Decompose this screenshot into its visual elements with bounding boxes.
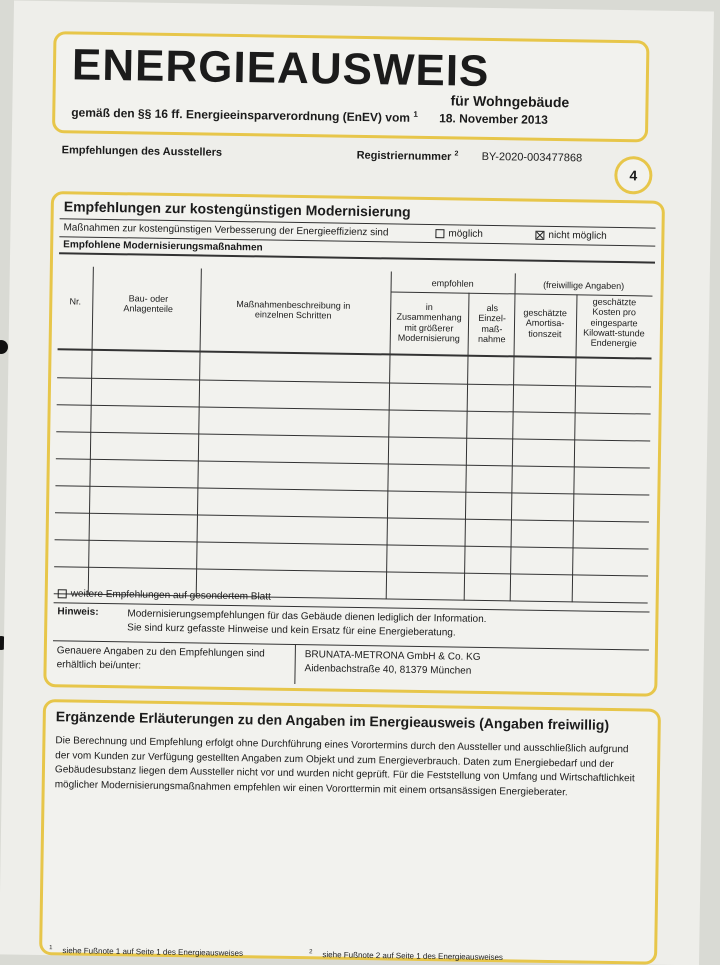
- note-text: [127, 607, 607, 643]
- not-possible-label: nicht möglich: [548, 229, 607, 242]
- col-combined: in Zusammenhang mit größerer Modernisierung: [396, 302, 462, 344]
- divider: [59, 252, 655, 263]
- table-title: Empfohlene Modernisierungsmaßnahmen: [63, 239, 263, 254]
- registration-number: BY-2020-003477868: [481, 150, 583, 165]
- page-number: 4: [614, 156, 653, 195]
- table-row-line: [55, 485, 649, 495]
- title-box: [52, 31, 650, 142]
- footnote-2: [309, 949, 503, 962]
- contact-info: [304, 648, 480, 679]
- table-row-line: [56, 431, 650, 441]
- document-title: ENERGIEAUSWEIS: [71, 40, 490, 96]
- not-possible-checkbox[interactable]: [535, 231, 544, 240]
- regulation-date: 18. November 2013: [439, 111, 548, 127]
- option-not-possible[interactable]: [535, 230, 607, 242]
- footnote-1: [49, 945, 243, 958]
- possible-checkbox[interactable]: [435, 229, 444, 238]
- registration-footnote: 2: [454, 150, 459, 158]
- table-row-line: [54, 566, 648, 576]
- group-optional: (freiwillige Angaben): [543, 279, 625, 292]
- footnote-1-marker: 1: [49, 945, 53, 952]
- col-description: Maßnahmenbeschreibung in einzelnen Schritten: [236, 299, 351, 321]
- registration-label-text: Registriernummer: [356, 149, 452, 164]
- note-line-2: Sie sind kurz gefasste Hinweise und kein Ersatz für eine Energieberatung.: [127, 622, 456, 639]
- recommendations-box: [43, 191, 665, 697]
- subtitle-footnote: 1: [413, 109, 418, 119]
- table-row-line: [55, 512, 649, 522]
- footnote-1-text: siehe Fußnote 1 auf Seite 1 des Energieausweises: [62, 946, 244, 958]
- footnote-2-marker: 2: [309, 949, 313, 956]
- group-recommended: empfohlen: [431, 278, 474, 289]
- certificate-page: [0, 1, 714, 965]
- table-row-line: [57, 377, 651, 387]
- col-single: als Einzel-maß-nahme: [477, 302, 506, 345]
- contact-company: BRUNATA-METRONA GmbH & Co. KG: [304, 649, 481, 663]
- contact-label: Genauere Angaben zu den Empfehlungen sind erhältlich bei/unter:: [56, 645, 265, 672]
- section-label: Empfehlungen des Ausstellers: [61, 144, 223, 159]
- contact-address: Aidenbachstraße 40, 81379 München: [304, 663, 472, 677]
- header-bottom-line: [58, 348, 652, 359]
- col-component: Bau- oder Anlagenteile: [123, 293, 174, 315]
- title-suffix: für Wohngebäude: [450, 92, 570, 111]
- explanations-box: [39, 699, 661, 965]
- more-recommendations-checkbox[interactable]: [58, 589, 67, 598]
- table-row-line: [56, 458, 650, 468]
- recommendations-title: Empfehlungen zur kostengünstigen Modernisierung: [63, 198, 411, 220]
- measures-table: [54, 266, 653, 603]
- option-possible[interactable]: [435, 228, 483, 240]
- group-divider: [391, 291, 653, 296]
- table-row-line: [55, 539, 649, 549]
- more-recommendations-label: weitere Empfehlungen auf gesondertem Blatt: [70, 588, 271, 603]
- measures-question: Maßnahmen zur kostengünstigen Verbesserung der Energieeffizienz sind: [63, 222, 389, 239]
- col-nr: Nr.: [69, 296, 82, 307]
- note-line-1: Modernisierungsempfehlungen für das Gebäude dienen lediglich der Information.: [127, 608, 487, 625]
- subtitle-text: gemäß den §§ 16 ff. Energieeinsparverordnung (EnEV) vom: [71, 105, 411, 125]
- column-line: [572, 294, 578, 602]
- possible-label: möglich: [448, 228, 483, 240]
- punch-hole: [0, 340, 8, 354]
- registration-label: [357, 149, 459, 163]
- note-label: Hinweis:: [57, 606, 99, 618]
- footnote-2-text: siehe Fußnote 2 auf Seite 1 des Energieausweises: [322, 950, 504, 962]
- contact-divider: [294, 644, 296, 684]
- col-cost: geschätzte Kosten pro eingesparte Kilowatt-stunde Endenergie: [583, 296, 645, 349]
- explanations-text: Die Berechnung und Empfehlung erfolgt ohne Durchführung eines Vorortermins durch den Aussteller und ausschließlich aufgrund der vom Kunden zur Verfügung gestellten Angaben zum Objekt und zum Energieverbrauch. Daten zum Energiebedarf und der Gebäudesubstanz liegen dem Aussteller nicht vor und wurden nicht geprüft. Für die Feststellung von Umfang und Wirtschaftlichkeit möglicher Modernisierungsmaßnahmen empfehlen wir einen Vororttermin mit einem ortsansässigen Energieberater.: [54, 735, 635, 798]
- more-recommendations[interactable]: [58, 588, 271, 602]
- table-row-line: [57, 404, 651, 414]
- col-amortization: geschätzte Amortisa-tionszeit: [523, 307, 568, 339]
- explanations-title: Ergänzende Erläuterungen zu den Angaben im Energieausweis (Angaben freiwillig): [55, 708, 610, 733]
